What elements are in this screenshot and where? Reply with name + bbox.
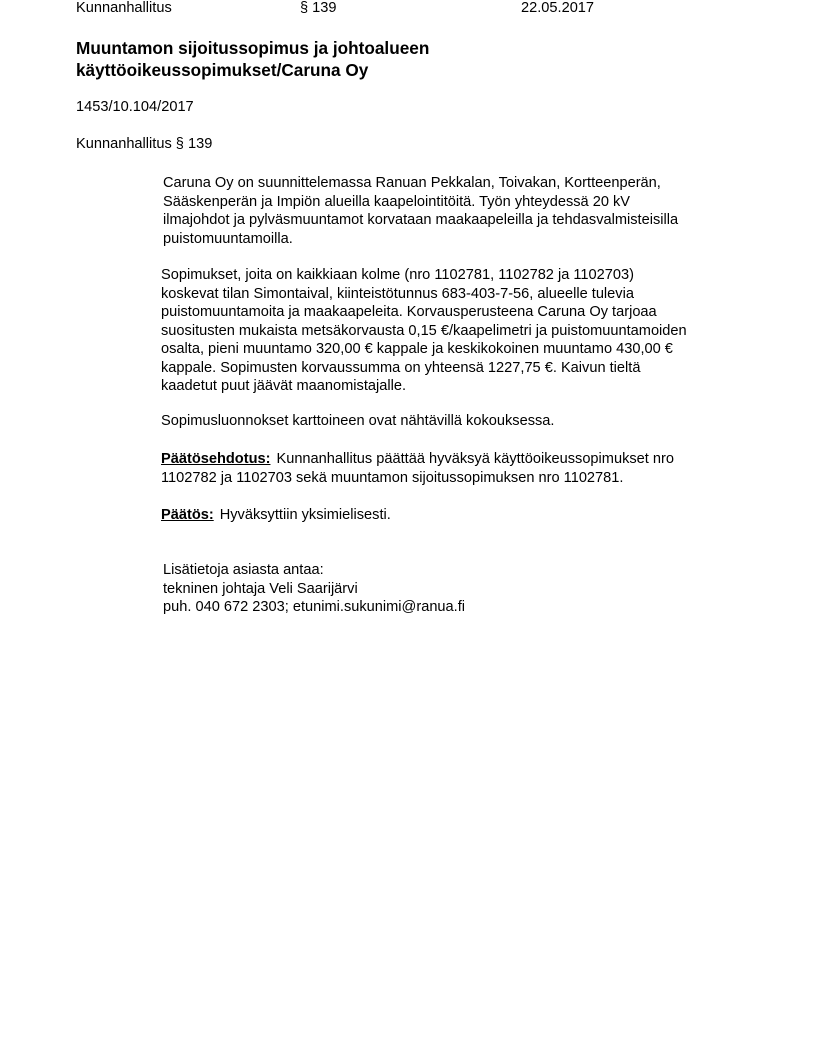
text-line: puistomuuntamoilla.	[163, 230, 293, 247]
proposal-label: Päätösehdotus:	[161, 451, 271, 467]
text-line: koskevat tilan Simontaival, kiinteistötunnus 683-403-7-56, alueelle tulevia	[161, 285, 634, 302]
text-line: tekninen johtaja Veli Saarijärvi	[163, 580, 358, 597]
text-line: suositusten mukaista metsäkorvausta 0,15 €/kaapelimetri ja puistomuuntamoiden	[161, 322, 687, 339]
text-line: 1102782 ja 1102703 sekä muuntamon sijoitussopimuksen nro 1102781.	[161, 469, 624, 486]
text-line: osalta, pieni muuntamo 320,00 € kappale ja keskikokoinen muuntamo 430,00 €	[161, 341, 673, 357]
section-heading: Kunnanhallitus § 139	[76, 136, 213, 152]
text-line: kaadetut puut jäävät maanomistajalle.	[161, 378, 407, 394]
header-body: Kunnanhallitus	[76, 0, 172, 16]
decision-label: Päätös:	[161, 507, 214, 523]
text-line: puh. 040 672 2303; etunimi.sukunimi@ranua.fi	[163, 599, 466, 615]
title-line: käyttöoikeussopimukset/Caruna Oy	[76, 60, 369, 80]
title-line: Muuntamon sijoitussopimus ja johtoalueen	[76, 38, 430, 58]
paragraph-3: Sopimusluonnokset karttoineen ovat nähtävillä kokouksessa.	[161, 413, 555, 429]
header-section: § 139	[300, 0, 337, 16]
text-line: Caruna Oy on suunnittelemassa Ranuan Pekkalan, Toivakan, Kortteenperän,	[163, 175, 661, 191]
text-line: ilmajohdot ja pylväsmuuntamot korvataan maakaapeleilla ja tehdasvalmisteisilla	[163, 212, 679, 228]
contact-info	[163, 561, 465, 617]
text-line: puistomuuntamoita ja maakaapeleita. Korvausperusteena Caruna Oy tarjoaa	[161, 304, 657, 320]
decision-proposal	[161, 450, 674, 487]
reference-number: 1453/10.104/2017	[76, 99, 194, 115]
text-line: Sääskenperän ja Impiön alueilla kaapelointitöitä. Työn yhteydessä 20 kV	[163, 193, 631, 210]
text-line: Sopimukset, joita on kaikkiaan kolme (nro 1102781, 1102782 ja 1102703)	[161, 267, 634, 283]
text-line: Lisätietoja asiasta antaa:	[163, 562, 324, 578]
decision	[161, 506, 391, 525]
text-line: kappale. Sopimusten korvaussumma on yhteensä 1227,75 €. Kaivun tieltä	[161, 359, 641, 376]
document-title	[76, 37, 429, 81]
header-date: 22.05.2017	[521, 0, 595, 16]
decision-text: Hyväksyttiin yksimielisesti.	[219, 507, 391, 523]
paragraph-2	[161, 266, 687, 396]
paragraph-1	[163, 174, 678, 248]
text-line: Kunnanhallitus päättää hyväksyä käyttöoikeussopimukset nro	[276, 451, 674, 467]
